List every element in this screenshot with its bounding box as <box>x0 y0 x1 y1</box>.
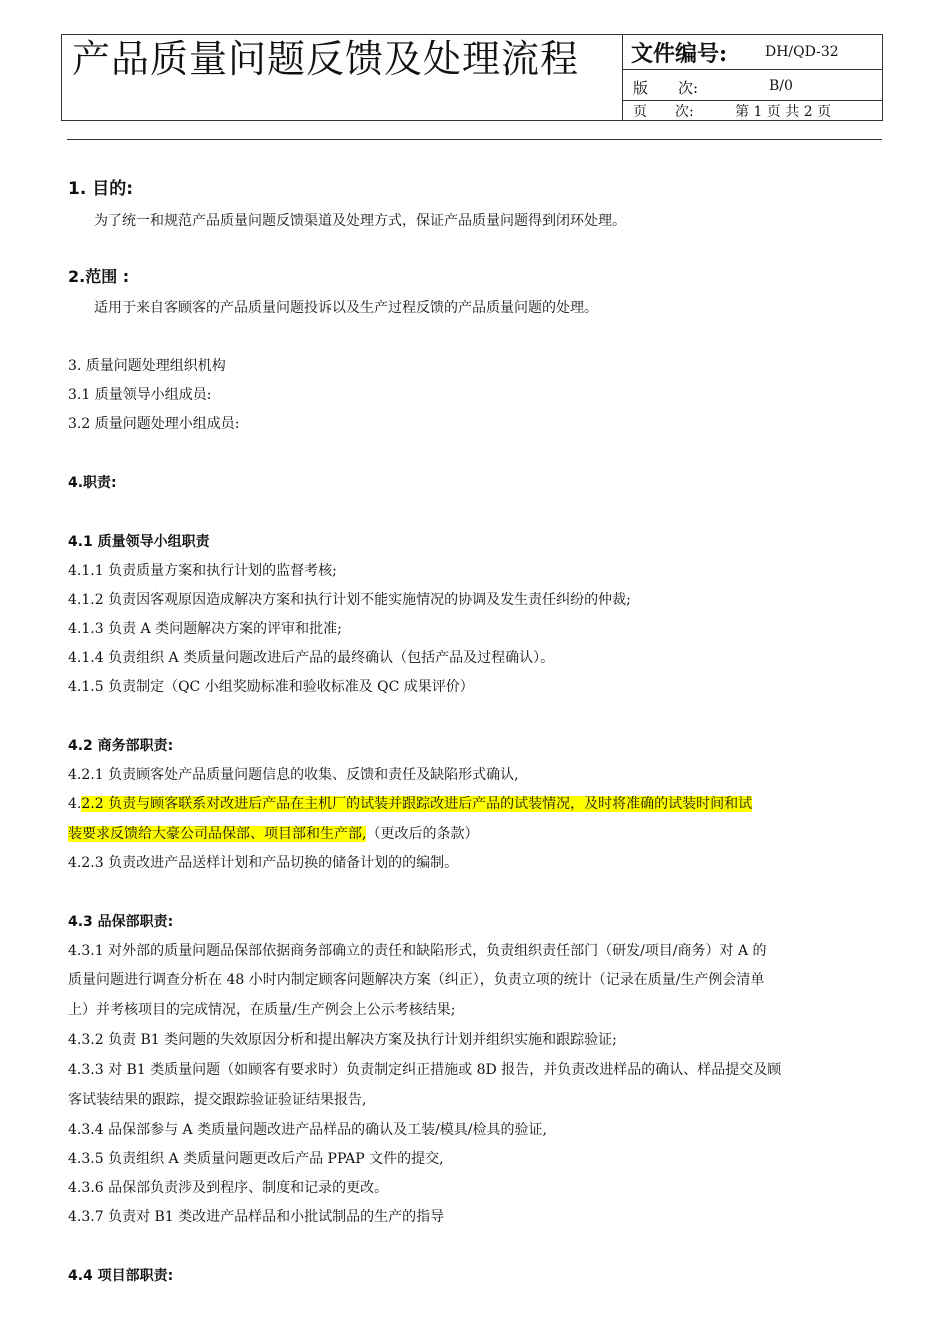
doc-number-label: 文件编号: <box>631 41 728 67</box>
page-value: 第 1 页 共 2 页 <box>735 104 832 120</box>
item-4-3-2: 4.3.2 负责 B1 类问题的失效原因分析和提出解决方案及执行计划并组织实施和跟踪验证; <box>68 1032 617 1048</box>
item-4-3-4: 4.3.4 品保部参与 A 类质量问题改进产品样品的确认及工装/模具/检具的验证, <box>68 1122 547 1138</box>
header-info-table <box>622 35 883 120</box>
item-4-3-1-line3: 上）并考核项目的完成情况，在质量/生产例会上公示考核结果; <box>68 1002 456 1018</box>
item-4-1-1: 4.1.1 负责质量方案和执行计划的监督考核; <box>68 563 337 579</box>
item-4-2-2-prefix: 4. <box>68 796 82 812</box>
item-4-3-7: 4.3.7 负责对 B1 类改进产品样品和小批试制品的生产的指导 <box>68 1209 445 1225</box>
item-4-2-2-highlight-2: 装要求反馈给大豪公司品保部、项目部和生产部, <box>68 826 367 842</box>
version-row <box>623 70 883 101</box>
item-4-3-3-line2: 客试装结果的跟踪，提交跟踪验证验证结果报告, <box>68 1092 367 1108</box>
item-4-2-2-highlight-1: 2.2 负责与顾客联系对改进后产品在主机厂的试装并跟踪改进后产品的试装情况，及时将准确的试装时间和试 <box>81 796 753 812</box>
item-4-1-2: 4.1.2 负责因客观原因造成解决方案和执行计划不能实施情况的协调及发生责任纠纷的仲裁; <box>68 592 631 608</box>
item-4-2-1: 4.2.1 负责顾客处产品质量问题信息的收集、反馈和责任及缺陷形式确认, <box>68 767 519 783</box>
header-divider <box>67 139 882 140</box>
section-3-2: 3.2 质量问题处理小组成员: <box>68 416 240 432</box>
section-2-text: 适用于来自客顾客的产品质量问题投诉以及生产过程反馈的产品质量问题的处理。 <box>94 300 598 316</box>
section-3-1: 3.1 质量领导小组成员: <box>68 387 212 403</box>
version-value: B/0 <box>769 78 793 94</box>
item-4-2-2-line2 <box>68 825 478 843</box>
document-header <box>61 34 883 121</box>
item-4-2-2-note: （更改后的条款） <box>366 826 479 842</box>
item-4-2-2-line1 <box>68 795 752 813</box>
section-3-title: 3. 质量问题处理组织机构 <box>68 358 226 374</box>
item-4-3-1-line2: 质量问题进行调查分析在 48 小时内制定顾客问题解决方案（纠正），负责立项的统计（记录在质量/生产例会清单 <box>68 972 765 988</box>
section-2-title: 2.范围 : <box>68 267 130 286</box>
item-4-3-5: 4.3.5 负责组织 A 类质量问题更改后产品 PPAP 文件的提交, <box>68 1151 444 1167</box>
section-4-3-title: 4.3 品保部职责: <box>68 914 174 930</box>
item-4-3-6: 4.3.6 品保部负责涉及到程序、制度和记录的更改。 <box>68 1180 389 1196</box>
section-4-4-title: 4.4 项目部职责: <box>68 1268 174 1284</box>
version-label: 版 次: <box>633 79 699 97</box>
section-1-text: 为了统一和规范产品质量问题反馈渠道及处理方式，保证产品质量问题得到闭环处理。 <box>94 213 626 229</box>
section-4-1-title: 4.1 质量领导小组职责 <box>68 534 210 550</box>
item-4-3-3-line1: 4.3.3 对 B1 类质量问题（如顾客有要求时）负责制定纠正措施或 8D 报告，并负责改进样品的确认、样品提交及顾 <box>68 1062 782 1078</box>
section-4-title: 4.职责: <box>68 475 117 491</box>
document-title: 产品质量问题反馈及处理流程 <box>72 37 580 81</box>
item-4-3-1-line1: 4.3.1 对外部的质量问题品保部依据商务部确立的责任和缺陷形式，负责组织责任部门（研发/项目/商务）对 A 的 <box>68 943 767 959</box>
doc-number-row <box>623 35 883 70</box>
doc-number-value: DH/QD-32 <box>765 44 839 60</box>
page-row <box>623 101 883 120</box>
item-4-2-3: 4.2.3 负责改进产品送样计划和产品切换的储备计划的的编制。 <box>68 855 459 871</box>
item-4-1-4: 4.1.4 负责组织 A 类质量问题改进后产品的最终确认（包括产品及过程确认）。 <box>68 650 555 666</box>
section-4-2-title: 4.2 商务部职责: <box>68 738 174 754</box>
section-1-title: 1. 目的: <box>68 179 134 199</box>
item-4-1-3: 4.1.3 负责 A 类问题解决方案的评审和批准; <box>68 621 342 637</box>
page-label: 页 次: <box>633 104 694 120</box>
item-4-1-5: 4.1.5 负责制定（QC 小组奖励标准和验收标准及 QC 成果评价） <box>68 679 474 695</box>
